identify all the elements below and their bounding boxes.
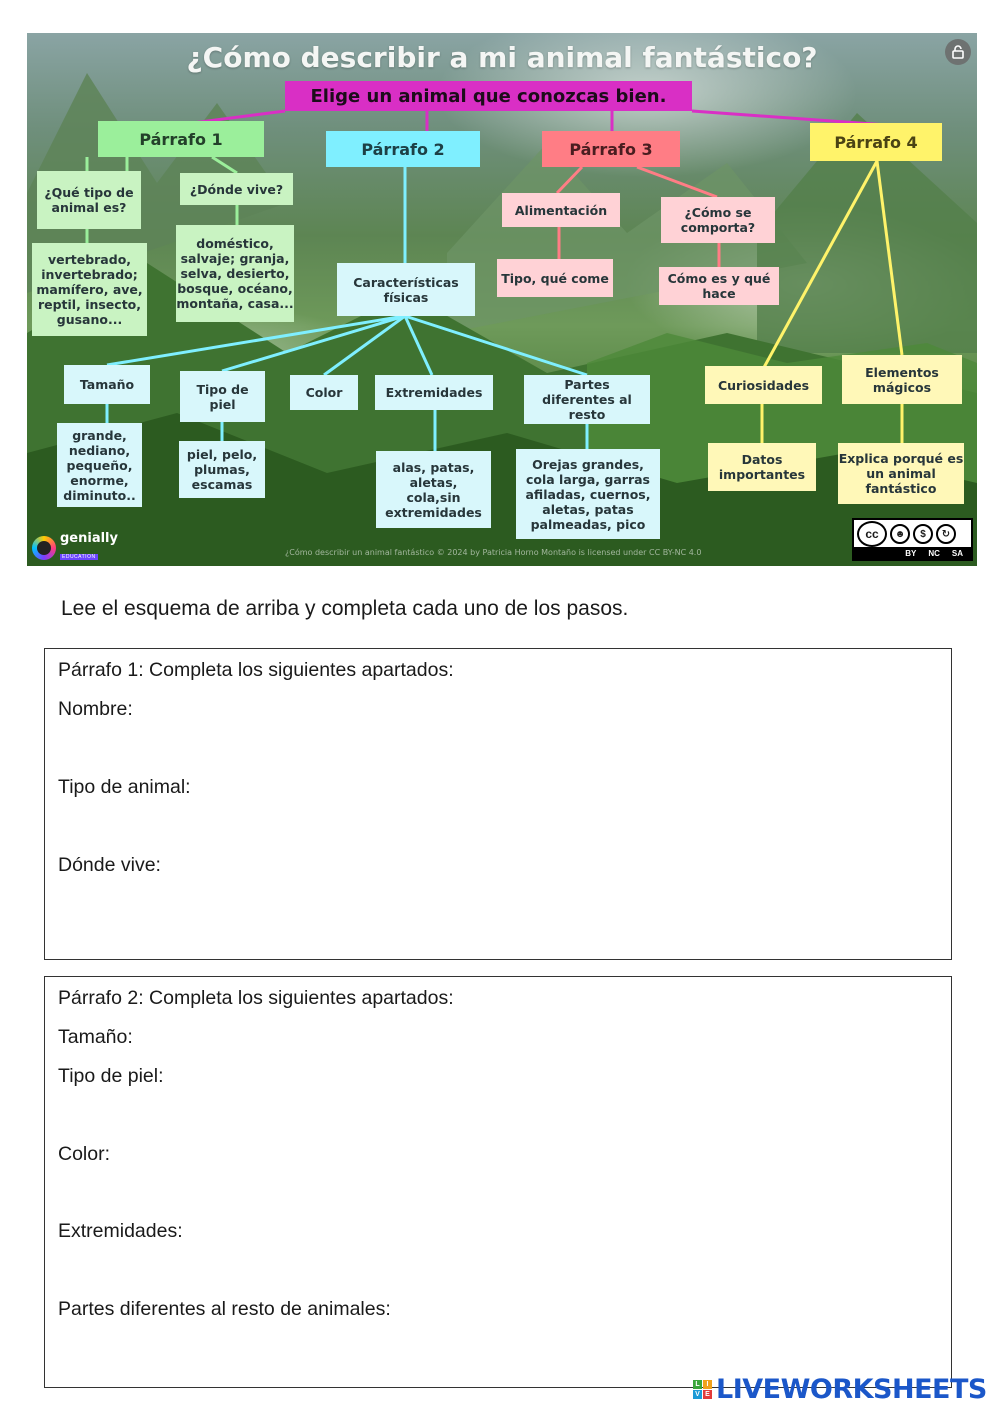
genially-logo-text: genially (60, 531, 118, 546)
liveworksheets-logo-icon: L I V E (693, 1380, 712, 1399)
sharealike-icon: ↻ (936, 524, 956, 544)
license-caption: ¿Cómo describir un animal fantástico © 2024 by Patricia Horno Montaño is licensed under CC BY-NC 4.0 (285, 548, 702, 557)
field-color-label: Color: (58, 1143, 111, 1165)
field-donde-vive-label: Dónde vive: (58, 854, 161, 876)
paragraph4-magic-answer: Explica porqué es un animal fantástico (838, 443, 964, 504)
paragraph3-behaviour: ¿Cómo se comporta? (661, 197, 775, 243)
paragraph3-food: Alimentación (502, 193, 620, 227)
genially-logo (32, 533, 118, 563)
paragraph1-type-question: ¿Qué tipo de animal es? (37, 171, 141, 229)
instructions-text: Lee el esquema de arriba y completa cada uno de los pasos. (61, 597, 629, 620)
field-nombre-label: Nombre: (58, 698, 133, 720)
paragraph2-color: Color (290, 375, 358, 410)
paragraph4-curiosities: Curiosidades (705, 366, 822, 404)
paragraph2-heading: Párrafo 2 (326, 131, 480, 167)
paragraph2-limbs-answer: alas, patas, aletas, cola,sin extremidades (376, 451, 491, 528)
paragraph2-parts: Partes diferentes al resto (524, 375, 650, 424)
subtitle-banner: Elige un animal que conozcas bien. (285, 81, 692, 111)
cc-icon: cc (857, 521, 887, 547)
fullscreen-icon[interactable] (945, 39, 971, 65)
infographic-title: ¿Cómo describir a mi animal fantástico? (186, 41, 818, 74)
cc-label-nc: NC (928, 548, 940, 558)
paragraph2-features: Características físicas (337, 263, 475, 316)
genially-logo-tag: EDUCATION (62, 554, 96, 560)
liveworksheets-logo (693, 1374, 987, 1405)
paragraph1-where-question: ¿Dónde vive? (180, 173, 293, 205)
field-tipo-piel-label: Tipo de piel: (58, 1065, 164, 1087)
cc-label-sa: SA (951, 548, 963, 558)
paragraph3-heading: Párrafo 3 (542, 131, 680, 167)
landscape-background (27, 33, 977, 566)
noncommercial-icon: $ (913, 524, 933, 544)
genially-logo-icon (32, 536, 56, 560)
paragraph3-behaviour-answer: Cómo es y qué hace (659, 267, 779, 305)
paragraph3-food-answer: Tipo, qué come (497, 259, 613, 297)
paragraph1-where-answer: doméstico, salvaje; granja, selva, desierto, bosque, océano, montaña, casa... (176, 225, 294, 322)
field-tamano-label: Tamaño: (58, 1026, 133, 1048)
paragraph2-form-heading: Párrafo 2: Completa los siguientes apartados: (58, 987, 454, 1009)
paragraph2-limbs: Extremidades (375, 375, 493, 410)
paragraph1-type-answer: vertebrado, invertebrado; mamífero, ave, reptil, insecto, gusano... (32, 243, 147, 336)
field-tipo-animal-label: Tipo de animal: (58, 776, 191, 798)
paragraph2-size-answer: grande, nediano, pequeño, enorme, diminuto.. (57, 423, 142, 507)
paragraph2-skin-answer: piel, pelo, plumas, escamas (179, 441, 265, 498)
paragraph2-parts-answer: Orejas grandes, cola larga, garras afiladas, cuernos, aletas, patas palmeadas, pico (516, 449, 660, 539)
attribution-icon: ☻ (890, 524, 910, 544)
paragraph4-heading: Párrafo 4 (810, 123, 942, 161)
paragraph2-size: Tamaño (64, 365, 150, 404)
cc-label-by: BY (905, 548, 917, 558)
paragraph2-skin: Tipo de piel (180, 371, 265, 422)
field-extremidades-label: Extremidades: (58, 1220, 183, 1242)
paragraph1-form-heading: Párrafo 1: Completa los siguientes apartados: (58, 659, 454, 681)
paragraph4-curiosities-answer: Datos importantes (708, 443, 816, 491)
creative-commons-badge (852, 518, 973, 561)
paragraph1-form (44, 648, 952, 960)
paragraph2-form (44, 976, 952, 1388)
infographic-image (27, 33, 977, 566)
field-partes-label: Partes diferentes al resto de animales: (58, 1298, 391, 1320)
paragraph1-heading: Párrafo 1 (98, 121, 264, 157)
liveworksheets-wordmark: LIVEWORKSHEETS (716, 1374, 987, 1405)
paragraph4-magic: Elementos mágicos (842, 355, 962, 404)
